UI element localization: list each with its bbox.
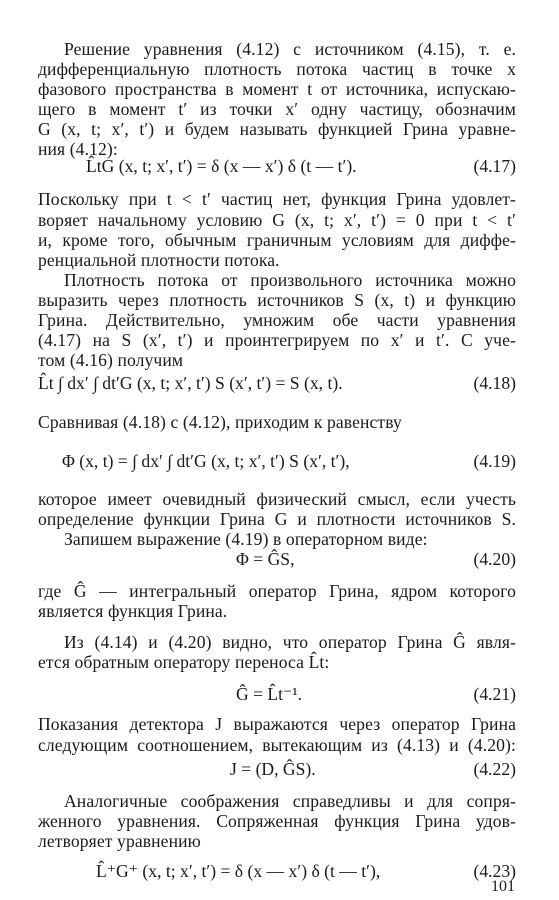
equation-number: (4.23) [473, 861, 516, 881]
equation: J = (D, ĜS). [230, 759, 316, 779]
text-line: Решение уравнения (4.12) с источником (4.15), т. е. [64, 39, 516, 59]
equation: Φ (x, t) = ∫ dx′ ∫ dt′G (x, t; x′, t′) S (x′, t′), [62, 451, 350, 471]
equation: L̂tG (x, t; x′, t′) = δ (x — x′) δ (t — t′). [86, 156, 357, 176]
text-line: ется обратным оператору переноса L̂t: [38, 652, 330, 672]
text-line: определение функции Грина G и плотности источников S. [38, 509, 516, 529]
text-line: ренциальной плотности потока. [38, 250, 280, 270]
equation: L̂t ∫ dx′ ∫ dt′G (x, t; x′, t′) S (x′, t′) = S (x, t). [38, 373, 343, 393]
text-line: выразить через плотность источников S (x, t) и функцию [38, 290, 516, 310]
text-line: где Ĝ — интегральный оператор Грина, ядром которого [38, 581, 516, 601]
text-line: Запишем выражение (4.19) в операторном виде: [64, 529, 428, 549]
page-number: 101 [491, 878, 515, 895]
text-line: фазового пространства в момент t от источника, испускаю- [38, 79, 516, 99]
equation-number: (4.22) [473, 759, 516, 779]
equation-number: (4.21) [473, 684, 516, 704]
equation-number: (4.20) [473, 549, 516, 569]
text-line: ния (4.12): [38, 139, 118, 159]
text-line: и, кроме того, обычным граничным условиям для диффе- [38, 230, 516, 250]
text-line: том (4.16) получим [38, 350, 184, 370]
equation: Ĝ = L̂t⁻¹. [236, 684, 303, 704]
text-line: щего в момент t′ из точки x′ одну частицу, обозначим [38, 99, 516, 119]
text-line: Аналогичные соображения справедливы и для сопря- [64, 791, 516, 811]
text-line: является функция Грина. [38, 601, 228, 621]
text-line: Сравнивая (4.18) с (4.12), приходим к равенству [38, 412, 402, 432]
text-line: G (x, t; x′, t′) и будем называть функцией Грина уравне- [38, 119, 516, 139]
text-line: дифференциальную плотность потока частиц в точке x [38, 59, 516, 79]
text-line: Поскольку при t < t′ частиц нет, функция Грина удовлет- [38, 189, 516, 209]
text-line: Плотность потока от произвольного источника можно [64, 270, 516, 290]
text-line: Из (4.14) и (4.20) видно, что оператор Грина Ĝ явля- [64, 632, 516, 652]
text-line: Грина. Действительно, умножим обе части уравнения [38, 310, 516, 330]
equation-number: (4.19) [473, 451, 516, 471]
text-line: следующим соотношением, вытекающим из (4.13) и (4.20): [38, 735, 516, 755]
equation-number: (4.17) [473, 156, 516, 176]
text-line: женного уравнения. Сопряженная функция Грина удов- [38, 811, 516, 831]
text-line: летворяет уравнению [38, 831, 201, 851]
text-line: (4.17) на S (x′, t′) и проинтегрируем по x′ и t′. С уче- [38, 330, 516, 350]
equation: L̂⁺G⁺ (x, t; x′, t′) = δ (x — x′) δ (t — t′), [96, 861, 381, 881]
text-line: Показания детектора J выражаются через оператор Грина [38, 714, 516, 734]
text-line: воряет начальному условию G (x, t; x′, t′) = 0 при t < t′ [38, 210, 516, 230]
text-line: которое имеет очевидный физический смысл, если учесть [38, 489, 516, 509]
equation: Φ = ĜS, [236, 549, 295, 569]
equation-number: (4.18) [473, 373, 516, 393]
